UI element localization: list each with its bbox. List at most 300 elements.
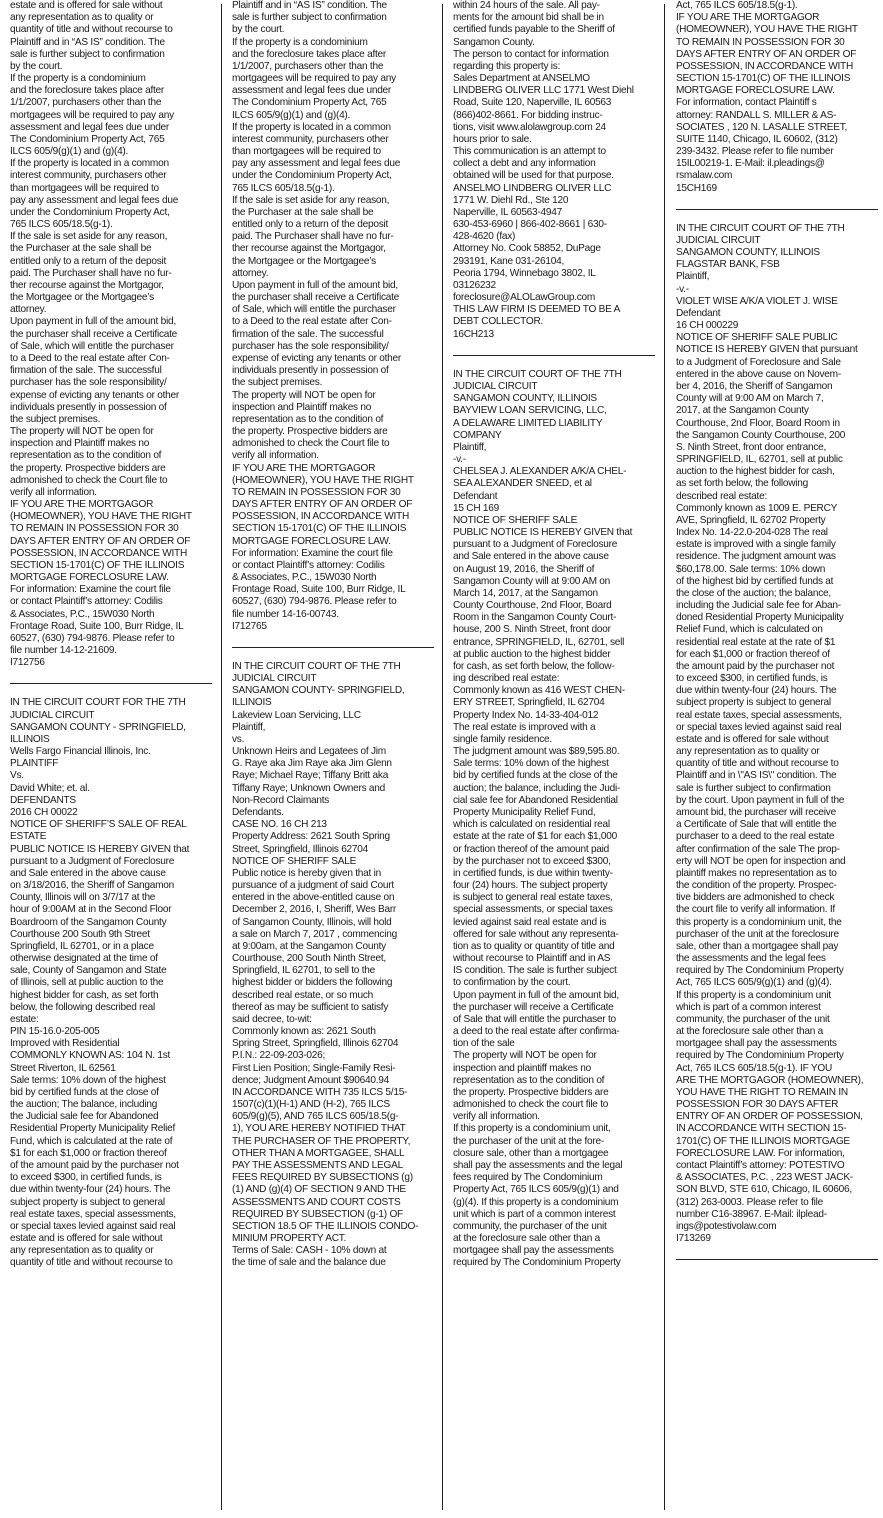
notice-text-line: community, the purchaser of the unit [453,1220,607,1232]
notice-text-line: estate and is offered for sale without [676,733,829,745]
notice-text-line: SON BLVD, STE 610, Chicago, IL 60606, [676,1184,852,1196]
notice-text-line: on August 19, 2016, the Sheriff of [453,563,595,575]
notice-text-line: any representation as to quality or [10,12,154,24]
notice-text-line: Tiffany Raye; Unknown Owners and [232,782,386,794]
notice-text-line: OTHER THAN A MORTGAGEE, SHALL [232,1147,405,1159]
notice-text-line: Frontage Road, Suite 100, Burr Ridge, IL [232,584,406,596]
notice-text-line: erty will NOT be open for inspection and [676,855,846,867]
notice-text-line: Attorney No. Cook 58852, DuPage [453,243,601,255]
notice-text-line: MORTGAGE FORECLOSURE LAW. [232,535,391,547]
notice-text-line: SECTION 15-1701(C) OF THE ILLINOIS [232,523,407,535]
notice-text-line: 765 ILCS 605/18.5(g-1). [10,219,113,231]
legal-notice [10,0,212,669]
notice-text-line: 1), YOU ARE HEREBY NOTIFIED THAT [232,1123,406,1135]
notice-text-line: described real estate, or so much [232,989,373,1001]
notice-text-line: 1701(C) OF THE ILLINOIS MORTGAGE [676,1135,850,1147]
notice-text-line: without recourse to Plaintiff and in AS [453,953,611,965]
notice-text-line: the Purchaser at the sale shall be [232,206,374,218]
notice-text-line: ther recourse against the Mortgagor, [10,279,164,291]
notice-text-line: entrance, SPRINGFIELD, IL, 62701, sell [453,636,625,648]
notice-text-line: tion as to quality or quantity of title and [453,940,615,952]
notice-text-line: residential real estate at the rate of $1 [676,636,836,648]
notice-text-line: P.I.N.: 22-09-203-026; [232,1050,326,1062]
notice-text-line: Defendant [676,307,721,319]
notice-text-line: Act, 765 ILCS 605/18.5(g-1). IF YOU [676,1062,833,1074]
notice-text-line: the Purchaser at the sale shall be [10,243,152,255]
notice-text-line: tion of the sale [453,1038,515,1050]
notice-text-line: certified funds payable to the Sheriff of [453,24,615,36]
column-divider [664,4,665,1510]
notice-text-line: DEFENDANTS [10,794,76,806]
notice-text-line: the Sangamon County Courthouse, 200 [676,429,846,441]
notice-text-line: Residential Property Municipality Relief [10,1123,176,1135]
notice-text-line: hour of 9:00AM at in the Second Floor [10,904,172,916]
notice-text-line: and the foreclosure takes place after [232,48,387,60]
notice-text-line: on 3/18/2016, the Sheriff of Sangamon [10,880,174,892]
notice-text-line: SOCIATES , 120 N. LASALLE STREET, [676,121,848,133]
notice-text-line: Act, 765 ILCS 605/9(g)(1) and (g)(4). [676,977,832,989]
notice-text-line: If the sale is set aside for any reason, [232,194,390,206]
notice-text-line: ARE THE MORTGAGOR (HOMEOWNER), [676,1074,864,1086]
legal-notice [676,0,878,195]
notice-text-line: the close of the auction; the balance, [676,587,831,599]
notice-text-line: the auction; The balance, including [10,1099,158,1111]
notice-text-line: (g)(4). If this property is a condominium [453,1196,619,1208]
notice-text-line: IF YOU ARE THE MORTGAGOR [676,12,820,24]
notice-text-line: 1507(c)(1)(H-1) AND (H-2), 765 ILCS [232,1099,390,1111]
notice-text-line: Room in the Sangamon County Court- [453,612,617,624]
notice-text-line: tions, visit www.alolawgroup.com 24 [453,121,606,133]
notice-text-line: (866)402-8661. For bidding instruc- [453,109,603,121]
notice-text-line: of the amount paid by the purchaser not [10,1159,179,1171]
notice-text-line: under the Condominium Property Act, [10,206,170,218]
notice-text-line: highest bidder for cash, as set forth [10,989,159,1001]
notice-text-line: THE PURCHASER OF THE PROPERTY, [232,1135,411,1147]
notice-text-line: admonished to check the court file to [453,1099,609,1111]
legal-notice [453,369,655,1270]
notice-text-line: David White; et. al. [10,782,90,794]
notice-text-line: Vs. [10,770,24,782]
notice-text-line: attorney. [232,267,269,279]
notice-text-line: and Sale entered in the above cause [10,867,166,879]
notice-text-line: Plaintiff and in “AS IS” condition. The [10,36,165,48]
notice-text-line: by the court. [10,60,63,72]
notice-text-line: inspection and Plaintiff makes no [10,438,150,450]
notice-text-line: sale, County of Sangamon and State [10,965,167,977]
notice-text-line: NOTICE IS HEREBY GIVEN that pursuant [676,344,858,356]
notice-text-line: PIN 15-16.0-205-005 [10,1026,100,1038]
notice-text-line: amount bid, the purchaser will receive [676,807,836,818]
notice-text-line: in certified funds, is due within twenty- [453,867,613,879]
notice-text-line: purchaser to a deed to the real estate [676,831,835,843]
notice-text-line: 428-4620 (fax) [453,231,516,243]
notice-text-line: interest community, purchasers other [232,133,389,145]
notice-text-line: individuals presently in possession of [10,401,167,413]
notice-text-line: The person to contact for information [453,48,609,60]
notice-text-line: Plaintiff, [232,721,266,733]
notice-text-line: IN THE CIRCUIT COURT OF THE 7TH [453,368,622,380]
notice-text-line: a Certificate of Sale that will entitle the [676,819,837,831]
notice-text-line: The property will NOT be open for [453,1050,597,1062]
notice-text-line: (HOMEOWNER), YOU HAVE THE RIGHT [10,511,192,523]
notice-text-line: DAYS AFTER ENTRY OF AN ORDER OF [676,48,857,60]
notice-text-line: IS condition. The sale is further subject [453,965,617,977]
notice-text-line: regarding this property is: [453,60,561,72]
notice-text-line: firmation of the sale. The successful [232,328,384,340]
notice-text-line: to exceed $300, in certified funds, is [676,673,828,685]
notice-text-line: four (24) hours. The subject property [453,880,608,892]
notice-text-line: highest bidder or bidders the following [232,977,393,989]
notice-text-line: the Mortgagee or the Mortgagee’s [10,292,154,304]
notice-text-line: If the property is a condominium [232,36,368,48]
notice-text-line: SECTION 15-1701(C) OF THE ILLINOIS [676,73,851,85]
notice-text-line: any representation as to quality or [676,746,820,758]
notice-text-line: Sales Department at ANSELMO [453,73,590,85]
notice-text-line: $60,178.00. Sale terms: 10% down [676,563,826,575]
notice-text-line: Relief Fund, which is calculated on [676,624,823,636]
notice-text-line: JUDICIAL CIRCUIT [10,709,95,721]
notice-text-line: COMPANY [453,429,502,441]
notice-text-line: the Mortgagee or the Mortgagee’s [232,255,376,267]
notice-text-line: 765 ILCS 605/18.5(g-1). [232,182,335,194]
notice-text-line: Commonly known as 416 WEST CHEN- [453,685,625,697]
notice-text-line: required by The Condominium Property [453,1257,621,1269]
notice-text-line: the assessments and the legal fees [676,953,826,965]
notice-text-line: IF YOU ARE THE MORTGAGOR [10,499,154,511]
notice-text-line: SUITE 1140, Chicago, IL 60602, (312) [676,133,838,145]
notice-text-line: tive bidders are admonished to check [676,892,835,904]
notice-text-line: at public auction to the highest bidder [453,648,611,660]
notice-text-line: Upon payment in full of the amount bid, [232,279,398,291]
notice-text-line: This communication is an attempt to [453,146,606,158]
notice-text-line: estate and is offered for sale without [10,0,163,11]
column-4 [676,0,878,1518]
notice-text-line: as set forth below, the following [676,478,809,490]
notice-text-line: to exceed $300, in certified funds, is [10,1172,162,1184]
notice-text-line: If the property is located in a common [10,158,169,170]
notice-text-line: within 24 hours of the sale. All pay- [453,0,600,11]
notice-text-line: representation as to the condition of [10,450,162,462]
notice-text-line: 605/9(g)(5), AND 765 ILCS 605/18.5(g- [232,1111,399,1123]
notice-text-line: at 9:00am, at the Sangamon County [232,940,386,952]
notice-text-line: JUDICIAL CIRCUIT [232,673,317,685]
notice-text-line: expense of evicting any tenants or other [232,352,401,364]
notice-text-line: If this property is a condominium unit [676,989,831,1001]
notice-text-line: dence; Judgment Amount $90640.94 [232,1074,389,1086]
notice-text-line: Fund, which is calculated at the rate of [10,1135,173,1147]
notice-separator-rule [453,355,655,356]
notice-text-line: the time of sale and the balance due [232,1257,386,1269]
notice-separator-rule [676,1259,878,1260]
notice-text-line: obtained will be used for that purpose. [453,170,614,182]
notice-text-line: First Lien Position; Single-Family Resi- [232,1062,396,1074]
notice-text-line: PUBLIC NOTICE IS HEREBY GIVEN that [453,527,633,539]
notice-text-line: the amount paid by the purchaser not [676,660,835,672]
notice-text-line: thereof as may be sufficient to satisfy [232,1001,389,1013]
notice-text-line: Sale terms: 10% down of the highest [453,758,609,770]
notice-text-line: than mortgagees will be required to [232,146,381,158]
notice-text-line: ber 4, 2016, the Sheriff of Sangamon [676,380,833,392]
notice-text-line: of Sangamon County, Illinois, will hold [232,916,392,928]
notice-text-line: mortgagees will be required to pay any [10,109,174,121]
notice-text-line: DEBT COLLECTOR. [453,316,544,328]
notice-text-line: inspection and plaintiff makes no [453,1062,592,1074]
notice-text-line: expense of evicting any tenants or other [10,389,179,401]
notice-text-line: For information: Examine the court file [232,547,393,559]
notice-text-line: a sale on March 7, 2017 , commencing [232,928,397,940]
notice-text-line: Index No. 14-22.0-204-028 The real [676,527,828,539]
notice-text-line: by the purchaser not to exceed $300, [453,855,611,867]
notice-text-line: CHELSEA J. ALEXANDER A/K/A CHEL- [453,466,627,478]
notice-text-line: DAYS AFTER ENTRY OF AN ORDER OF [10,535,191,547]
notice-text-line: IN THE CIRCUIT COURT FOR THE 7TH [10,697,186,709]
notice-text-line: and the foreclosure takes place after [10,85,165,97]
notice-text-line: real estate taxes, special assessments, [10,1208,176,1220]
notice-text-line: Courthouse, 2nd Floor, Board Room in [676,417,840,429]
notice-text-line: due within twenty-four (24) hours. The [676,685,837,697]
notice-text-line: Non-Record Claimants [232,794,330,806]
notice-text-line: LINDBERG OLIVER LLC 1771 West Diehl [453,85,634,97]
notice-text-line: If the property is a condominium [10,73,146,85]
notice-text-line: sale is further subject to confirmation [676,782,831,794]
notice-text-line: and Sale entered in the above cause [453,551,609,563]
notice-text-line: IN ACCORDANCE WITH 735 ILCS 5/15- [232,1086,408,1098]
notice-text-line: JUDICIAL CIRCUIT [676,234,761,246]
notice-text-line: (312) 263-0003. Please refer to file [676,1196,823,1208]
notice-text-line: quantity of title and without recourse to [10,1257,173,1269]
notice-text-line: or fraction thereof of the amount paid [453,843,610,855]
notice-text-line: than mortgagees will be required to [10,182,159,194]
notice-text-line: to confirmation by the court. [453,977,571,989]
notice-text-line: VIOLET WISE A/K/A VIOLET J. WISE [676,295,838,307]
notice-text-line: estate: [10,1013,39,1025]
notice-text-line: quantity of title and without recourse to [676,758,839,770]
notice-text-line: IN THE CIRCUIT COURT OF THE 7TH [232,660,401,672]
notice-text-line: to a Deed to the real estate after Con- [10,352,170,364]
notice-text-line: If the property is located in a common [232,121,391,133]
notice-text-line: auction to the highest bidder for cash, [676,466,835,478]
notice-text-line: unit which is part of a common interest [453,1208,616,1220]
notice-text-line: to a Judgment of Foreclosure and Sale [676,356,841,368]
notice-text-line: CASE NO. 16 CH 213 [232,819,327,831]
notice-text-line: auction; the balance, including the Judi- [453,782,621,794]
notice-text-line: entered in the above cause on Novem- [676,368,841,380]
notice-text-line: IN ACCORDANCE WITH SECTION 15- [676,1123,847,1135]
notice-text-line: sale is further subject to confirmation [232,12,387,24]
notice-text-line: ASSESSMENTS AND COURT COSTS [232,1196,401,1208]
notice-text-line: Property Act, 765 ILCS 605/9(g)(1) and [453,1184,619,1196]
notice-text-line: described real estate: [676,490,768,502]
notice-text-line: County will at 9:00 AM on March 7, [676,393,824,405]
notice-text-line: under the Condominium Property Act, [232,170,392,182]
notice-text-line: For information, contact Plaintiff s [676,97,817,109]
notice-text-line: or contact Plaintiff’s attorney: Codilis [10,596,163,608]
notice-text-line: number C16-38967. E-Mail: ilplead- [676,1208,827,1220]
notice-text-line: pursuant to a Judgment of Foreclosure [10,855,175,867]
notice-text-line: Act, 765 ILCS 605/18.5(g-1). [676,0,798,11]
notice-text-line: Improved with Residential [10,1038,120,1050]
column-3 [453,0,655,1518]
notice-text-line: SANGAMON COUNTY, ILLINOIS [676,247,820,259]
notice-text-line: for cash, as set forth below, the follow- [453,660,615,672]
notice-text-line: Defendants. [232,807,284,818]
notice-text-line: attorney: RANDALL S. MILLER & AS- [676,109,837,121]
notice-text-line: MINIUM PROPERTY ACT. [232,1233,347,1245]
column-1 [10,0,212,1518]
notice-text-line: subject property is subject to general [676,697,831,709]
notice-text-line: required by The Condominium Property [676,1050,844,1062]
notice-text-line: The real estate is improved with a [453,721,596,733]
notice-text-line: $1 for each $1,000 or fraction thereof [10,1147,167,1159]
notice-separator-rule [232,647,434,648]
notice-text-line: admonished to check the Court file to [232,438,390,450]
notice-text-line: IF YOU ARE THE MORTGAGOR [232,462,376,474]
notice-text-line: YOU HAVE THE RIGHT TO REMAIN IN [676,1086,848,1098]
notice-text-line: County, Illinois will on 3/7/17 at the [10,892,156,904]
notice-text-line: 60527, (630) 794-9876. Please refer to [10,632,175,644]
notice-text-line: & Associates, P.C., 15W030 North [10,608,155,620]
notice-text-line: Naperville, IL 60563-4947 [453,206,562,218]
notice-text-line: pay any assessment and legal fees due [10,194,179,206]
notice-text-line: ESTATE [10,831,47,843]
notice-text-line: purchaser has the sole responsibility/ [232,340,389,352]
notice-text-line: POSSESSION, IN ACCORDANCE WITH [676,60,854,72]
notice-text-line: the purchaser shall receive a Certificate [232,292,400,304]
notice-text-line: of Illinois, sell at public auction to the [10,977,164,989]
notice-text-line: 15 CH 169 [453,502,500,514]
notice-text-line: Courthouse, 200 South Ninth Street, [232,953,386,965]
notice-text-line: JUDICIAL CIRCUIT [453,380,538,392]
notice-text-line: shall pay the assessments and the legal [453,1159,623,1171]
notice-text-line: due within twenty-four (24) hours. The [10,1184,171,1196]
notice-text-line: FLAGSTAR BANK, FSB [676,259,780,271]
column-2 [232,0,434,1518]
notice-text-line: Property Address: 2621 South Spring [232,831,390,843]
notice-text-line: Defendant [453,490,498,502]
notice-text-line: Property Index No. 14-33-404-012 [453,709,599,721]
notice-text-line: Peoria 1794, Winnebago 3802, IL [453,267,596,279]
notice-text-line: Plaintiff, [676,271,710,283]
notice-text-line: Commonly known as 1009 E. PERCY [676,502,838,514]
notice-text-line: vs. [232,733,245,745]
notice-text-line: doned Residential Property Municipality [676,612,844,624]
notice-text-line: the purchaser will receive a Certificate [453,1001,614,1013]
notice-text-line: including the Judicial sale fee for Aban- [676,600,841,612]
notice-text-line: ANSELMO LINDBERG OLIVER LLC [453,182,612,194]
notice-text-line: POSSESSION FOR 30 DAYS AFTER [676,1099,839,1111]
notice-text-line: If this property is a condominium unit, [453,1123,611,1135]
notice-text-line: required by The Condominium Property [676,965,844,977]
notice-text-line: firmation of the sale. The successful [10,365,162,377]
notice-text-line: SANGAMON COUNTY, ILLINOIS [453,393,597,405]
notice-text-line: entered in the above-entitled cause on [232,892,395,904]
notice-text-line: POSSESSION, IN ACCORDANCE WITH [232,511,410,523]
notice-text-line: otherwise designated at the time of [10,953,158,965]
notice-text-line: 239-3432. Please refer to file number [676,146,834,158]
notice-text-line: subject property is subject to general [10,1196,165,1208]
notice-text-line: PUBLIC NOTICE IS HEREBY GIVEN that [10,843,190,855]
notice-text-line: mortgagees will be required to pay any [232,73,396,85]
notice-text-line: I712765 [232,620,267,632]
notice-text-line: -v.- [676,283,689,295]
notice-text-line: estate and is offered for sale without [10,1233,163,1245]
legal-notice [676,223,878,1245]
notice-text-line: the property. Prospective bidders are [10,462,166,474]
notice-text-line: 60527, (630) 794-9876. Please refer to [232,596,397,608]
notice-text-line: the property. Prospective bidders are [453,1086,609,1098]
notice-text-line: ments for the amount bid shall be in [453,12,604,24]
notice-text-line: verify all information. [232,450,319,462]
notice-text-line: of the highest bid by certified funds at [676,575,834,587]
notice-text-line: ther recourse against the Mortgagor, [232,243,386,255]
notice-text-line: assessment and legal fees due under [10,121,170,133]
notice-text-line: I712756 [10,657,45,669]
notice-text-line: Plaintiff, [453,441,487,453]
column-divider [221,4,222,1510]
notice-text-line: of Sale that will entitle the purchaser to [453,1013,616,1025]
notice-text-line: by the court. Upon payment in full of the [676,794,845,806]
notice-text-line: fees required by The Condominium [453,1172,603,1184]
notice-text-line: house, 200 S. Ninth Street, front door [453,624,611,636]
notice-text-line: single family residence. [453,733,552,745]
notice-text-line: 1/1/2007, purchasers other than the [232,60,384,72]
notice-text-line: The property will NOT be open for [10,426,154,438]
notice-text-line: entitled only to a return of the deposit [232,219,389,231]
notice-text-line: the subject premises. [10,413,101,425]
notice-text-line: at the foreclosure sale other than a [676,1026,823,1038]
notice-text-line: the condition of the property. Prospec- [676,880,837,892]
notice-text-line: Plaintiff and in “AS IS” condition. The [232,0,387,11]
notice-text-line: by the court. [232,24,285,36]
legal-notice [232,0,434,633]
notice-text-line: Public notice is hereby given that in [232,867,381,879]
notice-text-line: 03126232 [453,279,496,291]
notice-text-line: SEA ALEXANDER SNEED, et al [453,478,592,490]
notice-separator-rule [10,683,212,684]
notice-text-line: of Sale, which will entitle the purchaser [10,340,174,352]
notice-text-line: representation as to the condition of [453,1074,605,1086]
notice-text-line: purchaser has the sole responsibility/ [10,377,167,389]
notice-text-line: I713269 [676,1233,711,1245]
notice-text-line: below, the following described real [10,1001,155,1013]
notice-text-line: said decree, to-wit: [232,1013,312,1025]
notice-text-line: DAYS AFTER ENTRY OF AN ORDER OF [232,499,413,511]
notice-text-line: contact Plaintiff’s attorney: POTESTIVO [676,1159,845,1171]
notice-text-line: estate at the rate of $1 for each $1,000 [453,831,617,843]
notice-text-line: For information: Examine the court file [10,584,171,596]
notice-text-line: or contact Plaintiff’s attorney: Codilis [232,559,385,571]
notice-text-line: Plaintiff and in \"AS IS\" condition. The [676,770,837,782]
notice-text-line: 2016 CH 00022 [10,807,78,818]
notice-text-line: ing described real estate: [453,673,560,685]
notice-text-line: the purchaser of the unit at the fore- [453,1135,604,1147]
legal-notice [453,0,655,341]
notice-text-line: pursuant to a Judgment of Foreclosure [453,539,618,551]
notice-text-line: assessment and legal fees due under [232,85,392,97]
notice-text-line: The Condominium Property Act, 765 [232,97,387,109]
notice-text-line: ILCS 605/9(g)(1) and (g)(4). [232,109,351,121]
notice-text-line: Sangamon County. [453,36,535,48]
notice-text-line: Courthouse 200 South 9th Street [10,928,150,940]
notice-text-line: BAYVIEW LOAN SERVICING, LLC, [453,405,607,417]
notice-text-line: IN THE CIRCUIT COURT OF THE 7TH [676,222,845,234]
notice-text-line: interest community, purchasers other [10,170,167,182]
notice-text-line: rsmalaw.com [676,170,733,182]
notice-text-line: -v.- [453,454,466,466]
notice-text-line: FEES REQUIRED BY SUBSECTIONS (g) [232,1172,413,1184]
notice-text-line: representation as to the condition of [232,413,384,425]
notice-text-line: SANGAMON COUNTY - SPRINGFIELD, [10,721,186,733]
